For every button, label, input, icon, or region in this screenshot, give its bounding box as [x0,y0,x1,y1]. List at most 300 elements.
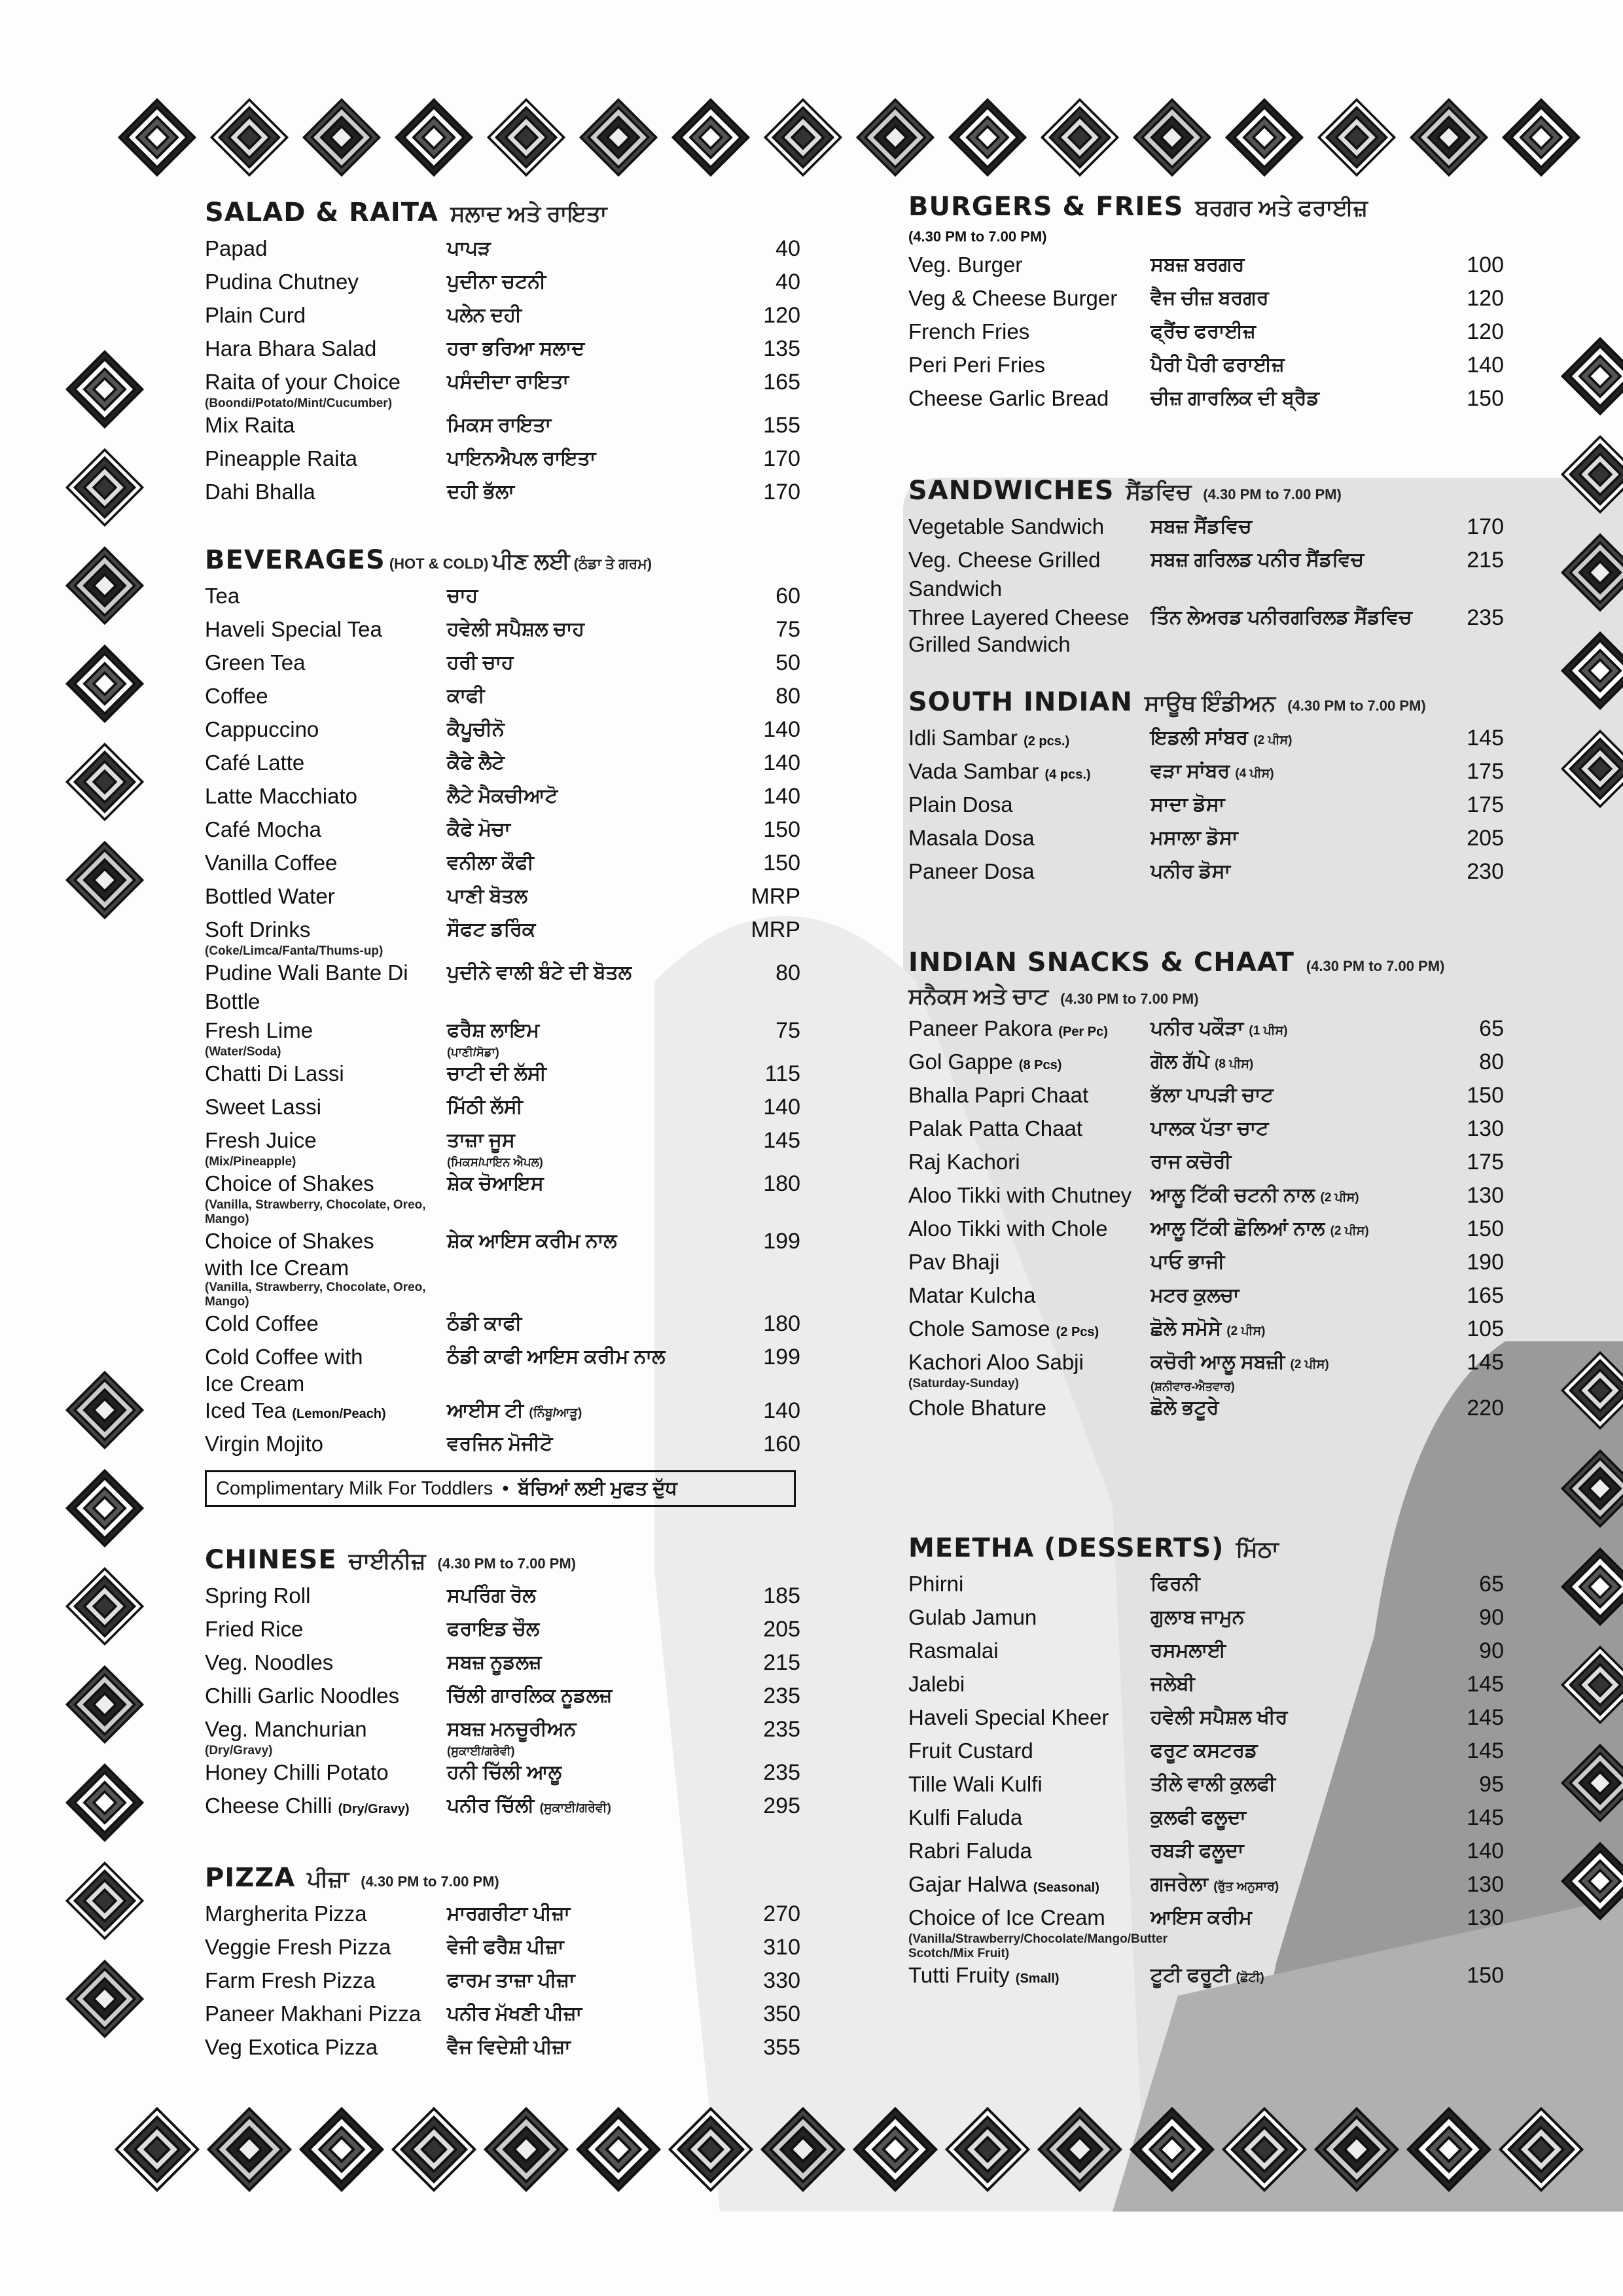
item-name-pa-text: ਮਿਕਸ ਰਾਇਤਾ [447,414,552,436]
diamond-ornament-icon [576,98,661,177]
item-name-pa-text: ਠੰਡੀ ਕਾਫੀ ਆਇਸ ਕਰੀਮ ਨਾਲ [447,1346,666,1368]
section-note-pa: (ਠੰਡਾ ਤੇ ਗਰਮ) [573,556,652,572]
item-name-pa-text: ਸ਼ੇਕ ਚੋਆਇਸ [447,1173,544,1194]
item-name-pa-text: ਪਾਲਕ ਪੱਤਾ ਚਾਟ [1150,1118,1269,1139]
item-price: 165 [763,370,800,395]
item-name [205,1126,447,1169]
menu-item [908,1636,1504,1670]
item-name-pa [447,749,505,777]
menu-item [205,582,800,615]
item-name-text: Plain Curd [205,303,306,327]
item-name-text: Raj Kachori [908,1150,1020,1174]
diamond-ornament-icon [853,98,938,177]
item-name-pa-text: ਛੋਲੇ ਭਟੂਰੇ [1150,1397,1219,1419]
item-price: 205 [1467,826,1504,851]
menu-item [908,1014,1504,1048]
item-tag: (Lemon/Peach) [292,1407,386,1421]
section-title: MEETHA (DESSERTS) [908,1533,1224,1563]
item-name-pa [1150,1014,1288,1046]
item-name [205,1792,447,1824]
item-name-pa-text: ਰਬੜੀ ਫਲੂਦਾ [1150,1840,1244,1862]
diamond-ornament-icon [484,2107,569,2192]
item-price: 355 [763,2035,800,2060]
item-name-text: French Fries [908,319,1030,344]
menu-item [205,1581,800,1615]
item-name-pa-text: ਚਿੱਲੀ ਗਾਰਲਿਕ ਨੂਡਲਜ਼ [447,1685,613,1706]
item-name-text: Rabri Faluda [908,1839,1032,1863]
item-name [205,815,447,844]
item-price: 230 [1467,859,1504,884]
diamond-ornament-icon [1561,432,1623,517]
item-price: 175 [1467,792,1504,817]
item-name-text: Paneer Pakora [908,1016,1053,1040]
item-price: 295 [763,1793,800,1818]
item-name [908,251,1150,279]
item-name-line2: Grilled Sandwich [908,632,1071,656]
item-name-pa [1150,1636,1226,1665]
item-name-pa-text: ਵੈਜ ਚੀਜ਼ ਬਰਗਰ [1150,287,1269,309]
section-title: SOUTH INDIAN [908,687,1133,717]
menu-item [908,1803,1504,1837]
item-name-text: Plain Dosa [908,792,1013,817]
menu-item [205,444,800,478]
diamond-ornament-icon [65,1858,144,1943]
menu-item [908,284,1504,317]
item-price: 130 [1467,1183,1504,1208]
item-tag-pa: (ਛੋਟੀ) [1236,1971,1264,1985]
item-name-text: Choice of Shakes [205,1171,374,1195]
item-description: (Mix/Pineapple) [205,1155,296,1169]
item-price: 140 [763,717,800,742]
item-name-pa-text: ਤਿੰਨ ਲੇਅਰਡ ਪਨੀਰ [1150,607,1291,628]
item-name [205,2000,447,2028]
item-name-pa [447,334,584,363]
item-price: 95 [1479,1772,1504,1797]
diamond-ornament-icon [1130,98,1215,177]
item-price: 105 [1467,1316,1504,1341]
section-hours: (4.30 PM to 7.00 PM) [908,228,1047,245]
item-name [205,2033,447,2062]
item-name-pa-text: ਵਨੀਲਾ ਕੌਫੀ [447,852,534,874]
diamond-ornament-icon [1561,726,1623,811]
section-note: (4.30 PM to 7.00 PM) [1060,991,1199,1007]
item-name-pa-text: ਫ੍ਰੈਂਚ ਫਰਾਈਜ਼ [1150,321,1256,342]
diamond-ornament-icon [65,641,144,726]
item-name-pa [1150,757,1274,788]
item-name [908,1114,1150,1143]
item-price: 140 [1467,353,1504,378]
item-name-text: Aloo Tikki with Chutney [908,1183,1132,1207]
complimentary-milk-notice [205,1470,796,1507]
item-name-text: Green Tea [205,650,306,675]
item-price: 150 [1467,1963,1504,1988]
item-name [205,1169,447,1227]
item-name [205,1430,447,1458]
item-price: 80 [1479,1050,1504,1074]
menu-item [205,749,800,782]
section-title-pa: ਸੈਂਡਵਿਚ [1126,480,1192,504]
menu-item [205,615,800,648]
item-name-text: Veg. Manchurian [205,1717,367,1741]
item-name-pa [1150,351,1285,380]
item-name-pa-text: ਤਾਜ਼ਾ ਜੂਸ [447,1129,515,1151]
item-tag-pa: (ਸੁਕਾਈ/ਗਰੇਵੀ) [539,1801,611,1815]
item-name-text: Choice of Ice Cream [908,1905,1105,1930]
diamond-ornament-icon [1561,1446,1623,1531]
item-name-text: Fried Rice [205,1617,304,1641]
item-price: 135 [763,336,800,361]
item-name-pa-text: ਚਾਹ [447,585,478,607]
item-name [205,301,447,330]
section-title-pa: ਬਰਗਰ ਅਤੇ ਫਰਾਈਜ਼ [1195,196,1368,221]
item-description-pa: (ਸ਼ਨੀਵਾਰ-ਐਤਵਾਰ) [1150,1380,1235,1393]
item-name-pa-text: ਲੈਟੇ ਮੈਕਚੀਆਟੋ [447,785,558,807]
item-name-pa [447,478,514,506]
menu-item [205,1016,800,1059]
item-name-text: Cold Coffee [205,1311,319,1335]
menu-item [908,1961,1504,1994]
item-name-pa [1150,1737,1258,1765]
item-price: 270 [763,1901,800,1926]
menu-item [908,790,1504,824]
item-price: 145 [1467,1739,1504,1763]
item-name-text: Paneer Makhani Pizza [205,2002,421,2026]
item-tag-pa: (8 ਪੀਸ) [1215,1057,1254,1071]
item-name-pa-text: ਟੂਟੀ ਫਰੂਟੀ [1150,1964,1231,1986]
item-name [908,1803,1150,1832]
item-name-pa-text: ਪਨੀਰ ਮੱਖਣੀ ਪੀਜ਼ਾ [447,2003,582,2024]
item-price: 80 [776,961,800,985]
section-note: (4.30 PM to 7.00 PM) [1203,486,1342,503]
item-price: 175 [1467,759,1504,784]
item-price: 310 [763,1935,800,1960]
item-name-pa-text: ਸਬਜ਼ ਸੈਂਡਵਿਚ [1150,516,1252,537]
diamond-ornament-icon [1561,1740,1623,1826]
item-name [205,1059,447,1088]
item-name-pa [447,815,510,844]
item-description: (Vanilla, Strawberry, Chocolate, Oreo, Mango) [205,1280,426,1309]
diamond-ornament-icon [65,1662,144,1747]
diamond-ornament-icon [65,739,144,824]
item-name-pa [447,1682,612,1710]
item-name-pa-text: ਪਸੰਦੀਦਾ ਰਾਇਤਾ [447,371,569,393]
item-name-pa-text: ਹਨੀ ਚਿੱਲੀ ਆਲੂ [447,1761,562,1783]
section-title-pa: ਪੀਣ ਲਈ [492,549,570,574]
item-name-text: Kachori Aloo Sabji [908,1350,1084,1374]
menu-item [908,824,1504,857]
item-name-text: Bottled Water [205,884,335,908]
menu-item [205,1792,800,1825]
item-price: 130 [1467,1905,1504,1930]
item-name-pa-text: ਸਬਜ਼ ਬਰਗਰ [1150,254,1245,275]
item-name [205,1227,447,1309]
diamond-ornament-icon [65,1564,144,1649]
item-name-pa [1150,1394,1219,1422]
item-name-pa-text: ਸਬਜ਼ ਮਨਚੂਰੀਅਨ [447,1718,577,1740]
menu-section [205,1863,800,2066]
item-name-text: Pudine Wali Bante Di Bottle [205,961,408,1014]
diamond-ornament-icon [65,445,144,530]
menu-item [908,724,1504,757]
item-price: 145 [1467,1350,1504,1375]
diamond-ornament-icon [1222,98,1307,177]
item-name-text: Veg. Burger [908,253,1023,277]
item-name [908,1281,1150,1310]
menu-item [205,1615,800,1648]
item-tag-pa: (2 ਪੀਸ) [1253,733,1293,747]
item-name [908,724,1150,756]
item-name-pa [1150,1837,1244,1865]
item-name-text: Fruit Custard [908,1739,1033,1763]
item-name-pa [1150,1961,1264,1992]
item-price: 190 [1467,1250,1504,1275]
item-description: (Vanilla/Strawberry/Chocolate/Mango/Butter Scotch/Mix Fruit) [908,1932,1168,1960]
item-name-pa-text: ਪੁਦੀਨੇ ਵਾਲੀ ਬੰਟੇ ਦੀ ਬੋਤਲ [447,962,632,983]
item-price: MRP [751,917,800,942]
menu-item [205,1715,800,1758]
item-name-text: Three Layered Cheese [908,605,1130,629]
menu-section [205,545,800,1463]
item-name-pa [447,582,478,610]
menu-item [205,1682,800,1715]
menu-item [205,1227,800,1309]
menu-item [908,1394,1504,1427]
menu-item [205,1059,800,1093]
menu-item [205,1396,800,1430]
item-price: 170 [1467,514,1504,539]
item-name-text: Kulfi Faluda [908,1805,1023,1829]
menu-item [908,757,1504,790]
item-name [908,1348,1150,1391]
diamond-ornament-icon [1314,2107,1399,2192]
item-name-line2: Ice Cream [205,1371,305,1396]
item-name-text: Phirni [908,1572,964,1596]
item-price: 145 [1467,726,1504,751]
section-title-pa: ਪੀਜ਼ਾ [307,1867,349,1892]
menu-item [205,1966,800,2000]
menu-item [205,1899,800,1933]
menu-item [205,411,800,444]
item-name-pa [447,1016,539,1059]
diamond-ornament-icon [65,347,144,432]
diamond-ornament-icon [945,98,1030,177]
item-name-text: Sweet Lassi [205,1095,321,1119]
diamond-ornament-icon [299,2107,384,2192]
menu-item [908,1148,1504,1181]
item-name [908,284,1150,313]
item-name-pa [1150,1281,1239,1310]
item-name-text: Coffee [205,684,268,708]
item-name [908,757,1150,789]
menu-item [205,1648,800,1682]
diamond-ornament-icon [1222,2107,1307,2192]
item-price: 145 [763,1128,800,1153]
diamond-ornament-icon [760,2107,846,2192]
item-name-pa-text: ਸ਼ੇਕ ਆਇਸ ਕਰੀਮ ਨਾਲ [447,1230,617,1252]
item-name-pa-text: ਮਸਾਲਾ ਡੋਸਾ [1150,827,1238,849]
item-name-pa-text: ਮਟਰ ਕੁਲਚਾ [1150,1284,1240,1306]
item-price: 40 [776,270,800,294]
item-name-pa-text: ਰਾਜ ਕਚੋਰੀ [1150,1151,1232,1173]
item-name [908,790,1150,819]
diamond-ornament-icon [1499,2107,1584,2192]
item-price: 120 [1467,319,1504,344]
item-name-text: Fresh Juice [205,1128,317,1152]
diamond-ornament-icon [115,2107,200,2192]
diamond-ornament-icon [1561,1544,1623,1629]
item-price: 235 [763,1760,800,1785]
diamond-ornament-icon [760,98,846,177]
item-name-pa [1150,1703,1287,1732]
item-tag-pa: (1 ਪੀਸ) [1249,1024,1288,1038]
item-name-pa-text: ਭੱਲਾ ਪਾਪੜੀ ਚਾਟ [1150,1084,1274,1106]
item-name [205,582,447,610]
item-name-pa-text: ਪੁਦੀਨਾ ਚਟਨੀ [447,271,546,292]
item-price: 175 [1467,1150,1504,1174]
item-name-text: Cappuccino [205,717,319,741]
item-name-pa [447,1899,570,1928]
item-name-pa [447,234,491,263]
diamond-ornament-icon [299,98,384,177]
item-price: 130 [1467,1116,1504,1141]
menu-item [908,1837,1504,1870]
diamond-ornament-icon [391,2107,476,2192]
menu-item [908,1114,1504,1148]
item-name [908,1870,1150,1902]
item-name-pa-text: ਪਲੇਨ ਦਹੀ [447,304,522,326]
item-name-pa [447,1758,562,1787]
item-name [205,648,447,677]
item-name-pa-text: ਕੈਪੂਚੀਨੋ [447,718,505,740]
item-name-pa-text: ਆਇਸ ਕਰੀਮ [1150,1907,1252,1928]
item-name [908,1961,1150,1993]
item-name [205,915,447,959]
item-name-pa-text: ਵੜਾ ਸਾਂਬਰ [1150,760,1230,782]
item-name-pa [1150,1114,1269,1143]
item-tag: (Dry/Gravy) [338,1802,410,1816]
item-name [205,1648,447,1677]
item-name [205,1581,447,1610]
section-note: (4.30 PM to 7.00 PM) [361,1873,499,1890]
item-name-pa [447,268,546,296]
diamond-ornament-icon [1561,1642,1623,1727]
item-name-pa [1150,284,1269,313]
menu-item [205,682,800,715]
menu-item [908,1315,1504,1348]
item-price: 170 [763,446,800,471]
item-name [205,882,447,911]
item-name-text: Honey Chilli Potato [205,1760,389,1784]
item-price: 150 [763,851,800,875]
item-price: 90 [1479,1605,1504,1630]
item-name-text: Fresh Lime [205,1018,313,1042]
item-description-pa: (ਮਿਕਸ/ਪਾਇਨ ਐਪਲ) [447,1156,543,1169]
section-header [205,545,800,582]
menu-item [908,1737,1504,1770]
menu-item [908,1870,1504,1903]
item-tag-pa: (2 ਪੀਸ) [1330,1224,1369,1238]
item-name-pa [1150,1570,1200,1598]
menu-item [205,268,800,301]
item-description: (Boondi/Potato/Mint/Cucumber) [205,397,393,410]
section-title: CHINESE [205,1545,337,1575]
item-price: 215 [1467,548,1504,573]
menu-item [908,546,1504,603]
diamond-ornament-icon [1561,334,1623,419]
item-name-text: Matar Kulcha [908,1283,1036,1307]
item-name-pa [1150,790,1224,819]
item-name-pa-text: ਗੋਲ ਗੱਪੇ [1150,1051,1209,1072]
item-name-pa-text: ਫਰੈਸ਼ ਲਾਇਮ [447,1019,540,1041]
section-title: BURGERS & FRIES [908,192,1184,222]
menu-item [908,1570,1504,1603]
diamond-ornament-icon [65,1760,144,1845]
item-price: 199 [763,1229,800,1254]
menu-item [205,849,800,882]
item-name-pa-text: ਪਾਇਨਐਪਲ ਰਾਇਤਾ [447,448,596,469]
item-name [205,478,447,506]
item-name [908,1214,1150,1243]
item-name-pa-text: ਠੰਡੀ ਕਾਫੀ [447,1313,522,1334]
item-name [908,512,1150,541]
item-name-pa [447,1430,552,1458]
item-tag-pa: (ਰੁੱਤ ਅਨੁਸਾਰ) [1213,1880,1279,1894]
section-title: BEVERAGES [205,545,385,575]
menu-item [908,1248,1504,1281]
diamond-ornament-icon [576,2107,661,2192]
diamond-ornament-icon [65,838,144,923]
menu-section [908,476,1504,657]
item-name-pa [447,615,584,644]
section-header [908,192,1504,228]
section-header [205,1863,800,1899]
bullet-icon: • [502,1477,509,1499]
item-price: 100 [1467,253,1504,277]
menu-section [908,947,1504,1427]
diamond-ornament-icon [1406,98,1491,177]
item-name-pa [447,1933,564,1962]
item-price: 155 [763,413,800,438]
menu-item [908,603,1504,657]
item-name-pa-text: ਪਨੀਰ ਡੋਸਾ [1150,860,1231,882]
item-price: 80 [776,684,800,709]
item-price: 165 [1467,1283,1504,1308]
item-price: 150 [1467,1216,1504,1241]
diamond-ornament-icon [207,2107,292,2192]
item-name-text: Latte Macchiato [205,784,357,808]
item-tag-pa: (2 ਪੀਸ) [1290,1358,1329,1371]
item-name [908,1903,1168,1961]
item-name [908,1394,1150,1422]
item-price: 140 [763,1095,800,1120]
item-name [908,603,1150,657]
diamond-ornament-icon [65,1466,144,1551]
item-price: 145 [1467,1672,1504,1697]
menu-item [908,251,1504,284]
item-name-pa [1150,724,1293,755]
item-name-pa-text: ਕਾਫੀ [447,685,485,707]
menu-item [908,857,1504,891]
section-title-pa: ਸਨੈਕਸ ਅਤੇ ਚਾਟ [908,984,1049,1009]
menu-item [908,1348,1504,1394]
item-price: 140 [763,751,800,775]
item-price: 140 [763,1398,800,1423]
item-name-line2: with Ice Cream [205,1256,349,1280]
section-note: (4.30 PM to 7.00 PM) [1287,698,1426,714]
item-name-pa-text: ਹਰੀ ਚਾਹ [447,652,514,673]
complimentary-text-pa: ਬੱਚਿਆਂ ਲਈ ਮੁਫਤ ਦੁੱਧ [518,1477,677,1499]
item-name-pa-text: ਸਪਰਿੰਗ ਰੋਲ [447,1585,536,1606]
